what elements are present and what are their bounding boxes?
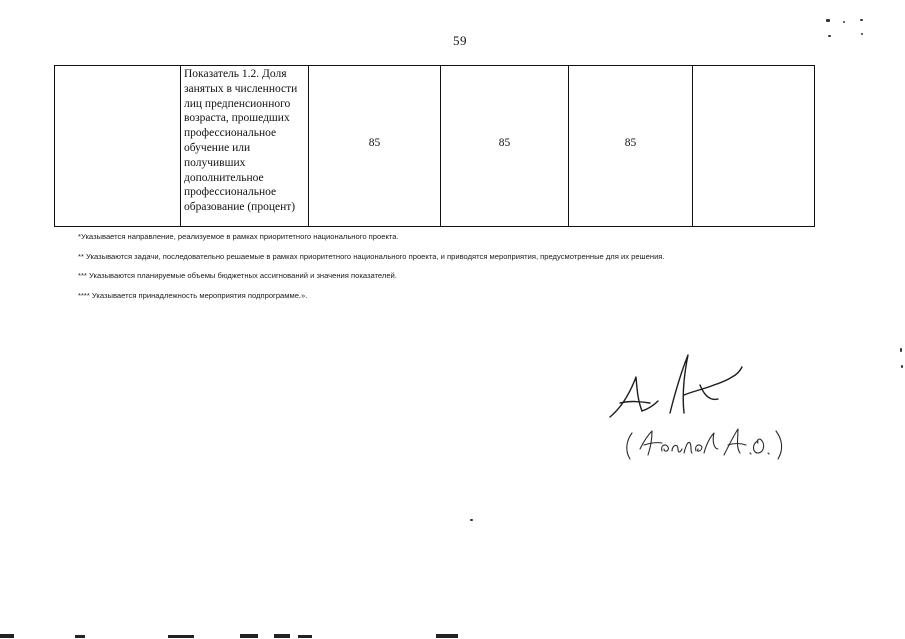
indicator-line: лиц предпенсионного bbox=[184, 97, 291, 110]
indicator-table-region bbox=[54, 65, 814, 227]
indicator-line: профессиональное bbox=[184, 127, 277, 140]
indicator-line: Показатель 1.2. Доля bbox=[184, 68, 287, 80]
indicator-line: получивших bbox=[184, 156, 246, 169]
value-cell: 85 bbox=[441, 66, 569, 227]
value-cell: 85 bbox=[569, 66, 693, 227]
indicator-line: занятых в численности bbox=[184, 82, 298, 95]
scan-speck bbox=[900, 348, 902, 352]
indicator-description-cell bbox=[181, 66, 309, 227]
indicator-line: возраста, прошедших bbox=[184, 112, 290, 125]
scan-speck bbox=[826, 19, 830, 22]
indicator-table bbox=[54, 65, 815, 227]
indicator-line: профессиональное bbox=[184, 186, 277, 199]
table-row bbox=[55, 66, 815, 227]
indicator-line: дополнительное bbox=[184, 171, 264, 184]
footnote: *Указывается направление, реализуемое в рамках приоритетного национального проекта. bbox=[78, 232, 399, 241]
scan-bottom-edge bbox=[0, 631, 905, 639]
handwritten-signature bbox=[600, 345, 820, 475]
footnotes bbox=[78, 232, 798, 310]
scan-speck bbox=[860, 19, 863, 21]
empty-cell bbox=[693, 66, 815, 227]
empty-cell bbox=[55, 66, 181, 227]
indicator-line: образование (процент) bbox=[184, 201, 296, 214]
scan-speck bbox=[843, 21, 845, 23]
scan-speck bbox=[828, 35, 831, 37]
page-number: 59 bbox=[453, 33, 467, 48]
footnote: ** Указываются задачи, последовательно решаемые в рамках приоритетного национального проекта, и приводятся мероприятия, предусмотренные для их решения. bbox=[78, 251, 665, 261]
footnote: *** Указываются планируемые объемы бюджетных ассигнований и значения показателей. bbox=[78, 271, 397, 280]
footnote: **** Указывается принадлежность мероприятия подпрограмме.». bbox=[78, 290, 308, 300]
scan-speck bbox=[470, 519, 473, 521]
scan-speck bbox=[861, 33, 863, 35]
value-cell: 85 bbox=[309, 66, 441, 227]
indicator-line: обучение или bbox=[184, 141, 251, 154]
scan-speck bbox=[901, 365, 903, 368]
